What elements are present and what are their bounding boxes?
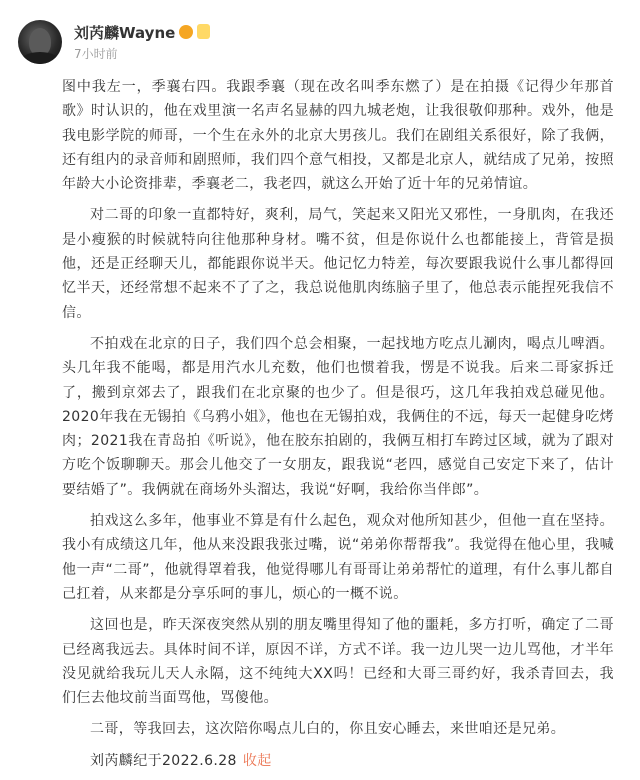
username-row xyxy=(74,22,210,43)
author-name[interactable]: 刘芮麟Wayne xyxy=(74,24,176,42)
paragraph-4: 拍戏这么多年，他事业不算是有什么起色，观众对他所知甚少，但他一直在坚持。我小有成绩这几年，他从来没跟我张过嘴，说“弟弟你帮帮我”。我觉得在他心里，我喊他一声“二哥”，他就得罩着我，他觉得哪儿有哥哥让弟弟帮忙的道理，有什么事儿都自己扛着，从来都是分享乐呵的事儿，烦心的一概不说。 xyxy=(62,513,614,602)
paragraph-5: 这回也是，昨天深夜突然从别的朋友嘴里得知了他的噩耗，多方打听，确定了二哥已经离我远去。具体时间不详，原因不详，方式不详。我一边儿哭一边儿骂他，才半年没见就给我玩儿天人永隔，这不纯纯大XX吗！已经和大哥三哥约好，我杀青回去，我们仨去他坟前当面骂他，骂傻他。 xyxy=(62,617,614,707)
post-time[interactable]: 7小时前 xyxy=(74,47,118,61)
paragraph-6: 二哥，等我回去，这次陪你喝点儿白的，你且安心睡去，来世咱还是兄弟。 xyxy=(90,721,566,738)
paragraph-2: 对二哥的印象一直都特好，爽利，局气，笑起来又阳光又邪性，一身肌肉，在我还是小瘦猴的时候就特向往他那种身材。嘴不贫，但是你说什么也都能接上，背管是损他，还是正经聊天儿，都能跟你说半天。他记忆力特差，每次要跟我说什么事儿都得回忆半天，还经常想不起来不了了之，我总说他肌肉练脑子里了，他总表示能捏死我信不信。 xyxy=(62,207,614,321)
post-body xyxy=(62,75,614,780)
signature: 刘芮麟纪于2022.6.28 xyxy=(90,752,237,769)
crown-badge-icon[interactable] xyxy=(179,25,193,39)
avatar-shoulder xyxy=(20,52,60,64)
signature-line xyxy=(62,749,614,773)
paragraph-1: 图中我左一，季襄右四。我跟季襄（现在改名叫季东燃了）是在拍摄《记得少年那首歌》时认识的，他在戏里演一名声名显赫的四九城老炮，让我很敬仰那种。戏外，他是我电影学院的师哥，一个生在永外的北京大男孩儿。我们在剧组关系很好，除了我俩，还有组内的录音师和剧照师，我们四个意气相投，又都是北京人，就结成了兄弟，按照年龄大小论资排辈，季襄老二，我老四，就这么开始了近十年的兄弟情谊。 xyxy=(62,79,614,193)
collapse-link[interactable]: 收起 xyxy=(242,752,272,769)
lamp-badge-icon[interactable] xyxy=(197,24,210,39)
avatar[interactable] xyxy=(18,20,62,64)
post-header xyxy=(18,14,618,66)
paragraph-3: 不拍戏在北京的日子，我们四个总会相聚，一起找地方吃点儿涮肉，喝点儿啤酒。头几年我不能喝，都是用汽水儿充数，他们也惯着我，愣是不说我。后来二哥家拆迁了，搬到京郊去了，跟我们在北京聚的也少了。但是很巧，这几年我拍戏总碰见他。2020年我在无锡拍《乌鸦小姐》，他也在无锡拍戏，我俩住的不远，每天一起健身吃烤肉；2021我在青岛拍《听说》，他在胶东拍剧的，我俩互相打车跨过区域，就为了跟对方吃个饭聊聊天。那会儿他交了一女朋友，跟我说“老四，感觉自己安定下来了，估计要结婚了”。我俩就在商场外头溜达，我说“好啊，我给你当伴郎”。 xyxy=(62,335,614,498)
